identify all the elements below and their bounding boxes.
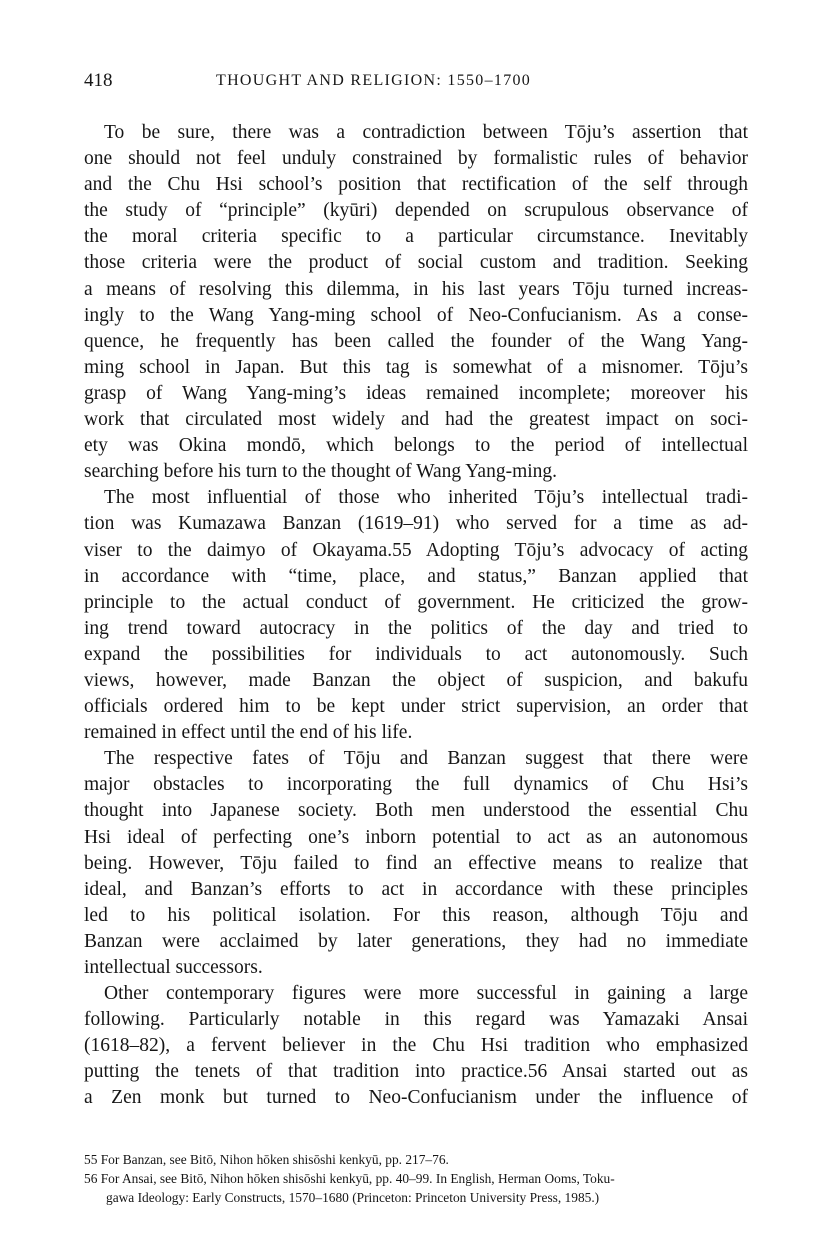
- text-line: a Zen monk but turned to Neo-Confucianism under the influence of: [84, 1087, 748, 1109]
- text-line: expand the possibilities for individuals to act autonomously. Such: [84, 643, 748, 665]
- text-line: those criteria were the product of social custom and tradition. Seeking: [84, 252, 748, 274]
- text-line: ety was Okina mondō, which belongs to the period of intellectual: [84, 435, 748, 457]
- text-line: being. However, Tōju failed to find an effective means to realize that: [84, 852, 748, 874]
- text-line: remained in effect until the end of his life.: [84, 722, 413, 744]
- text-line: putting the tenets of that tradition into practice.56 Ansai started out as: [84, 1061, 748, 1083]
- text-line: one should not feel unduly constrained by formalistic rules of behavior: [84, 148, 748, 170]
- text-line: views, however, made Banzan the object of suspicion, and bakufu: [84, 669, 748, 691]
- footnote-55: 55 For Banzan, see Bitō, Nihon hōken shisōshi kenkyū, pp. 217–76.: [84, 1152, 449, 1167]
- body-text: [84, 120, 748, 1112]
- text-line: led to his political isolation. For this reason, although Tōju and: [84, 904, 748, 926]
- text-line: Other contemporary figures were more successful in gaining a large: [104, 983, 748, 1005]
- text-line: the moral criteria specific to a particular circumstance. Inevitably: [84, 226, 748, 248]
- text-line: ming school in Japan. But this tag is somewhat of a misnomer. Tōju’s: [84, 356, 748, 378]
- text-line: grasp of Wang Yang-ming’s ideas remained incomplete; moreover his: [84, 382, 748, 404]
- page-header: [84, 70, 748, 96]
- text-line: and the Chu Hsi school’s position that rectification of the self through: [84, 174, 748, 196]
- text-line: tion was Kumazawa Banzan (1619–91) who served for a time as ad-: [84, 513, 748, 535]
- text-line: viser to the daimyo of Okayama.55 Adopting Tōju’s advocacy of acting: [84, 539, 748, 561]
- text-line: principle to the actual conduct of government. He criticized the grow-: [84, 591, 748, 613]
- text-line: quence, he frequently has been called the founder of the Wang Yang-: [84, 330, 748, 352]
- running-title: THOUGHT AND RELIGION: 1550–1700: [216, 72, 532, 89]
- text-line: The respective fates of Tōju and Banzan suggest that there were: [104, 748, 748, 770]
- text-line: To be sure, there was a contradiction between Tōju’s assertion that: [104, 122, 748, 143]
- text-line: work that circulated most widely and had the greatest impact on soci-: [84, 409, 748, 431]
- text-line: searching before his turn to the thought of Wang Yang-ming.: [84, 461, 558, 483]
- footnote-56-continuation: gawa Ideology: Early Constructs, 1570–1680 (Princeton: Princeton University Press, 1985.): [106, 1190, 600, 1205]
- footnote-56: 56 For Ansai, see Bitō, Nihon hōken shisōshi kenkyū, pp. 40–99. In English, Herman Ooms, Toku-: [84, 1171, 615, 1186]
- text-line: ideal, and Banzan’s efforts to act in accordance with these principles: [84, 878, 748, 900]
- text-line: thought into Japanese society. Both men understood the essential Chu: [84, 800, 748, 822]
- text-line: major obstacles to incorporating the full dynamics of Chu Hsi’s: [84, 774, 748, 796]
- text-line: following. Particularly notable in this regard was Yamazaki Ansai: [84, 1009, 748, 1031]
- text-line: a means of resolving this dilemma, in his last years Tōju turned increas-: [84, 278, 748, 300]
- text-line: intellectual successors.: [84, 957, 263, 978]
- text-line: Banzan were acclaimed by later generations, they had no immediate: [84, 930, 748, 952]
- text-line: (1618–82), a fervent believer in the Chu Hsi tradition who emphasized: [84, 1035, 748, 1057]
- text-line: officials ordered him to be kept under strict supervision, an order that: [84, 696, 748, 718]
- text-line: in accordance with “time, place, and status,” Banzan applied that: [84, 565, 748, 587]
- text-line: ingly to the Wang Yang-ming school of Neo-Confucianism. As a conse-: [84, 304, 748, 326]
- text-line: Hsi ideal of perfecting one’s inborn potential to act as an autonomous: [84, 826, 748, 848]
- page-number: 418: [84, 70, 113, 91]
- text-line: the study of “principle” (kyūri) depended on scrupulous observance of: [84, 200, 748, 222]
- footnotes: [84, 1150, 748, 1207]
- text-line: The most influential of those who inherited Tōju’s intellectual tradi-: [104, 487, 748, 509]
- text-line: ing trend toward autocracy in the politics of the day and tried to: [84, 617, 748, 639]
